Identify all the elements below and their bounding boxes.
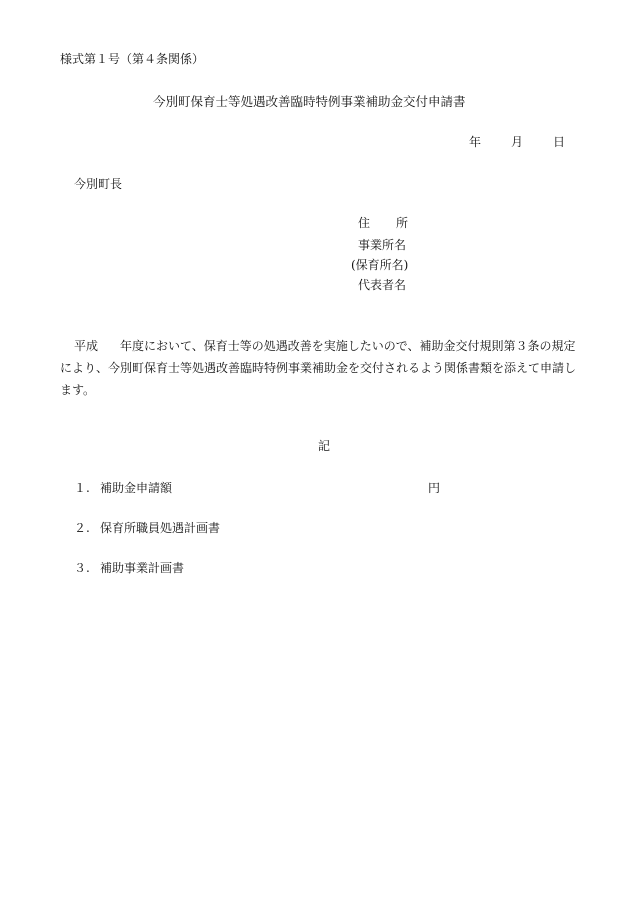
- body-main-text: 年度において、保育士等の処遇改善を実施したいので、補助金交付規則第３条の規定により、今別町保育士等処遇改善臨時特例事業補助金を交付されるよう関係書類を添えて申請します。: [60, 339, 577, 397]
- item-project-plan: [74, 559, 184, 578]
- document-title: 今別町保育士等処遇改善臨時特例事業補助金交付申請書: [153, 94, 466, 109]
- item-label: 保育所職員処遇計画書: [100, 521, 221, 535]
- applicant-address-label: [358, 214, 408, 233]
- body-era: 平成: [74, 339, 99, 353]
- form-number: 様式第１号（第４条関係）: [60, 52, 205, 66]
- item-number: ２.: [74, 521, 90, 535]
- applicant-representative-label: 代表者名: [358, 278, 407, 292]
- item-subsidy-amount: [74, 479, 172, 498]
- ki-heading: 記: [318, 439, 331, 453]
- item-label: 補助事業計画書: [100, 561, 185, 575]
- addressee: 今別町長: [74, 177, 123, 191]
- applicant-office-label: 事業所名: [358, 238, 407, 252]
- date-line: [469, 133, 565, 152]
- address-label-part-1: 住: [358, 216, 371, 230]
- address-label-part-2: 所: [396, 216, 409, 230]
- item-number: ３.: [74, 561, 90, 575]
- date-month-label: 月: [511, 135, 524, 149]
- applicant-nursery-label: (保育所名): [351, 258, 409, 272]
- item-amount-unit: 円: [428, 481, 441, 495]
- date-day-label: 日: [553, 135, 566, 149]
- date-year-label: 年: [469, 135, 482, 149]
- application-body-text: [60, 335, 576, 401]
- item-staff-treatment-plan: [74, 519, 220, 538]
- item-label: 補助金申請額: [100, 481, 173, 495]
- item-number: １.: [74, 481, 90, 495]
